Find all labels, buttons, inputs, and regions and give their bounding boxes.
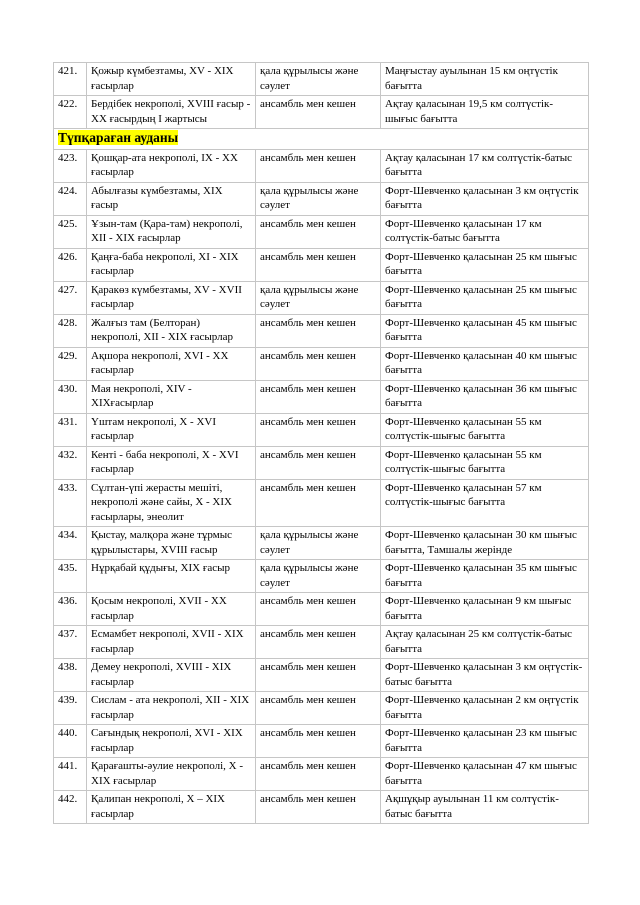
monument-name-cell: Қосым некрополі, XVII - XX ғасырлар: [87, 593, 256, 626]
monument-location-cell: Форт-Шевченко қаласынан 25 км шығыс бағытта: [381, 281, 589, 314]
monument-type-cell: ансамбль мен кешен: [256, 347, 381, 380]
monuments-table: [53, 62, 589, 824]
table-row: [54, 281, 589, 314]
monument-name-cell: Қошқар-ата некрополі, IX - XX ғасырлар: [87, 149, 256, 182]
table-row: [54, 527, 589, 560]
monument-name-cell: Абылғазы күмбезтамы, XIX ғасыр: [87, 182, 256, 215]
monument-name-cell: Кенті - баба некрополі, X - XVI ғасырлар: [87, 446, 256, 479]
monument-type-cell: ансамбль мен кешен: [256, 215, 381, 248]
row-number-cell: 440.: [54, 725, 87, 758]
monument-type-cell: ансамбль мен кешен: [256, 593, 381, 626]
table-row: [54, 791, 589, 824]
monument-name-cell: Сислам - ата некрополі, XII - XIX ғасырлар: [87, 692, 256, 725]
monument-name-cell: Есмамбет некрополі, XVII - XIX ғасырлар: [87, 626, 256, 659]
table-row: [54, 560, 589, 593]
row-number-cell: 441.: [54, 758, 87, 791]
table-row: [54, 182, 589, 215]
monument-name-cell: Қаңға-баба некрополі, XI - XIX ғасырлар: [87, 248, 256, 281]
table-row: [54, 446, 589, 479]
row-number-cell: 422.: [54, 96, 87, 129]
row-number-cell: 438.: [54, 659, 87, 692]
monument-type-cell: ансамбль мен кешен: [256, 791, 381, 824]
monument-name-cell: Қожыр күмбезтамы, XV - XIX ғасырлар: [87, 63, 256, 96]
row-number-cell: 430.: [54, 380, 87, 413]
monument-location-cell: Форт-Шевченко қаласынан 25 км шығыс бағытта: [381, 248, 589, 281]
monument-location-cell: Форт-Шевченко қаласынан 47 км шығыс бағытта: [381, 758, 589, 791]
row-number-cell: 435.: [54, 560, 87, 593]
monument-type-cell: қала құрылысы және сәулет: [256, 281, 381, 314]
monument-location-cell: Форт-Шевченко қаласынан 40 км шығыс бағытта: [381, 347, 589, 380]
monument-type-cell: ансамбль мен кешен: [256, 248, 381, 281]
row-number-cell: 427.: [54, 281, 87, 314]
monument-type-cell: ансамбль мен кешен: [256, 659, 381, 692]
row-number-cell: 439.: [54, 692, 87, 725]
monument-type-cell: қала құрылысы және сәулет: [256, 527, 381, 560]
monument-location-cell: Форт-Шевченко қаласынан 9 км шығыс бағытта: [381, 593, 589, 626]
monument-name-cell: Сұлтан-үпі жерасты мешіті, некрополі және сайы, X - XIX ғасырлары, энеолит: [87, 479, 256, 527]
table-row: [54, 347, 589, 380]
monument-location-cell: Форт-Шевченко қаласынан 3 км оңтүстік бағытта: [381, 182, 589, 215]
monument-type-cell: қала құрылысы және сәулет: [256, 560, 381, 593]
table-row: [54, 692, 589, 725]
monument-location-cell: Ақтау қаласынан 17 км солтүстік-батыс бағытта: [381, 149, 589, 182]
row-number-cell: 432.: [54, 446, 87, 479]
row-number-cell: 426.: [54, 248, 87, 281]
table-row: [54, 248, 589, 281]
table-row: [54, 63, 589, 96]
row-number-cell: 423.: [54, 149, 87, 182]
row-number-cell: 424.: [54, 182, 87, 215]
monument-location-cell: Ақшұқыр ауылынан 11 км солтүстік-батыс бағытта: [381, 791, 589, 824]
monument-name-cell: Мая некрополі, XIV - XIXғасырлар: [87, 380, 256, 413]
monument-name-cell: Нұрқабай құдығы, XIX ғасыр: [87, 560, 256, 593]
row-number-cell: 421.: [54, 63, 87, 96]
monument-name-cell: Қыстау, малқора және тұрмыс құрылыстары, XVIII ғасыр: [87, 527, 256, 560]
monument-location-cell: Форт-Шевченко қаласынан 2 км оңтүстік бағытта: [381, 692, 589, 725]
monument-type-cell: ансамбль мен кешен: [256, 446, 381, 479]
table-row: [54, 479, 589, 527]
monument-name-cell: Ақшора некрополі, XVI - XX ғасырлар: [87, 347, 256, 380]
monument-location-cell: Форт-Шевченко қаласынан 35 км шығыс бағытта: [381, 560, 589, 593]
monument-location-cell: Форт-Шевченко қаласынан 17 км солтүстік-батыс бағытта: [381, 215, 589, 248]
monument-location-cell: Форт-Шевченко қаласынан 23 км шығыс бағытта: [381, 725, 589, 758]
row-number-cell: 429.: [54, 347, 87, 380]
monument-location-cell: Форт-Шевченко қаласынан 55 км солтүстік-шығыс бағытта: [381, 413, 589, 446]
table-row: [54, 96, 589, 129]
monuments-table-body: [54, 63, 589, 824]
table-row: [54, 626, 589, 659]
row-number-cell: 442.: [54, 791, 87, 824]
monument-type-cell: ансамбль мен кешен: [256, 626, 381, 659]
document-page: [53, 62, 589, 824]
section-header-label: Түпқараған ауданы: [58, 130, 179, 145]
monument-location-cell: Форт-Шевченко қаласынан 30 км шығыс бағытта, Тамшалы жерінде: [381, 527, 589, 560]
row-number-cell: 433.: [54, 479, 87, 527]
monument-name-cell: Қарағашты-әулие некрополі, X - XIX ғасырлар: [87, 758, 256, 791]
monument-location-cell: Форт-Шевченко қаласынан 57 км солтүстік-шығыс бағытта: [381, 479, 589, 527]
table-row: [54, 380, 589, 413]
monument-location-cell: Форт-Шевченко қаласынан 36 км шығыс бағытта: [381, 380, 589, 413]
monument-name-cell: Үштам некрополі, X - XVI ғасырлар: [87, 413, 256, 446]
monument-type-cell: ансамбль мен кешен: [256, 413, 381, 446]
monument-type-cell: қала құрылысы және сәулет: [256, 63, 381, 96]
monument-name-cell: Жалғыз там (Белторан) некрополі, XII - XIX ғасырлар: [87, 314, 256, 347]
monument-name-cell: Демеу некрополі, XVIII - XIX ғасырлар: [87, 659, 256, 692]
monument-type-cell: ансамбль мен кешен: [256, 149, 381, 182]
table-row: [54, 659, 589, 692]
monument-name-cell: Ұзын-там (Қара-там) некрополі, XII - XIX ғасырлар: [87, 215, 256, 248]
monument-name-cell: Бердібек некрополі, XVIII ғасыр - XX ғасырдың I жартысы: [87, 96, 256, 129]
monument-location-cell: Форт-Шевченко қаласынан 45 км шығыс бағытта: [381, 314, 589, 347]
monument-type-cell: қала құрылысы және сәулет: [256, 182, 381, 215]
monument-name-cell: Қалипан некрополі, X – XIX ғасырлар: [87, 791, 256, 824]
monument-location-cell: Маңғыстау ауылынан 15 км оңтүстік бағытта: [381, 63, 589, 96]
table-row: [54, 149, 589, 182]
monument-type-cell: ансамбль мен кешен: [256, 96, 381, 129]
table-row: [54, 725, 589, 758]
monument-type-cell: ансамбль мен кешен: [256, 692, 381, 725]
monument-type-cell: ансамбль мен кешен: [256, 479, 381, 527]
monument-location-cell: Форт-Шевченко қаласынан 55 км солтүстік-шығыс бағытта: [381, 446, 589, 479]
monument-type-cell: ансамбль мен кешен: [256, 314, 381, 347]
table-row: [54, 413, 589, 446]
monument-location-cell: Ақтау қаласынан 25 км солтүстік-батыс бағытта: [381, 626, 589, 659]
table-row: [54, 314, 589, 347]
monument-type-cell: ансамбль мен кешен: [256, 725, 381, 758]
monument-name-cell: Сағындық некрополі, XVI - XIX ғасырлар: [87, 725, 256, 758]
monument-type-cell: ансамбль мен кешен: [256, 758, 381, 791]
monument-name-cell: Қаракөз күмбезтамы, XV - XVII ғасырлар: [87, 281, 256, 314]
row-number-cell: 437.: [54, 626, 87, 659]
monument-location-cell: Форт-Шевченко қаласынан 3 км оңтүстік-батыс бағытта: [381, 659, 589, 692]
monument-location-cell: Ақтау қаласынан 19,5 км солтүстік-шығыс бағытта: [381, 96, 589, 129]
row-number-cell: 428.: [54, 314, 87, 347]
table-row: [54, 593, 589, 626]
monument-type-cell: ансамбль мен кешен: [256, 380, 381, 413]
row-number-cell: 436.: [54, 593, 87, 626]
table-row: [54, 215, 589, 248]
section-header-cell: [54, 129, 589, 150]
row-number-cell: 425.: [54, 215, 87, 248]
table-row: [54, 758, 589, 791]
section-header-row: [54, 129, 589, 150]
row-number-cell: 431.: [54, 413, 87, 446]
row-number-cell: 434.: [54, 527, 87, 560]
